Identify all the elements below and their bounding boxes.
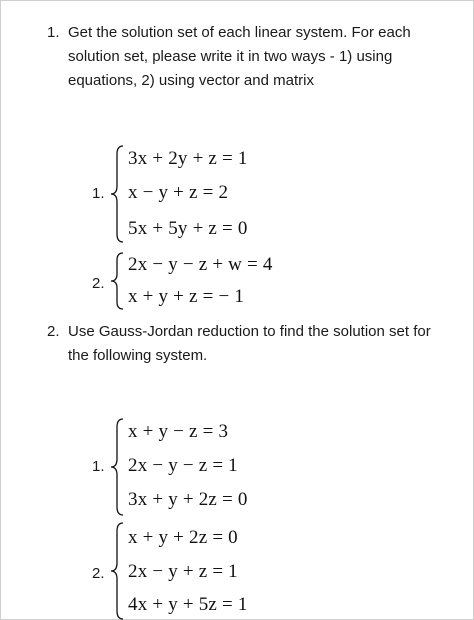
question-1 [47, 21, 447, 93]
question-2 [47, 320, 457, 368]
left-brace [110, 418, 124, 516]
question-line: equations, 2) using vector and matrix [68, 72, 314, 89]
equation: 4x + y + 5z = 1 [128, 594, 248, 615]
system-label: 1. [92, 185, 105, 202]
equation: x − y + z = 2 [128, 182, 229, 203]
left-brace [110, 522, 124, 620]
system-label: 1. [92, 458, 105, 475]
question-line: solution set, please write it in two ways - 1) using [68, 48, 393, 65]
question-number: 1. [47, 24, 60, 41]
question-line: Use Gauss-Jordan reduction to find the solution set for [68, 323, 431, 340]
system-label: 2. [92, 565, 105, 582]
equation: x + y + z = − 1 [128, 286, 245, 307]
question-line: the following system. [68, 347, 208, 364]
equation: 2x − y + z = 1 [128, 561, 238, 582]
left-brace [110, 252, 124, 310]
equation: x + y − z = 3 [128, 421, 229, 442]
equation: 3x + 2y + z = 1 [128, 148, 248, 169]
equation: x + y + 2z = 0 [128, 527, 238, 548]
left-brace [110, 145, 124, 243]
equation: 3x + y + 2z = 0 [128, 489, 248, 510]
equation: 2x − y − z = 1 [128, 455, 238, 476]
question-line: Get the solution set of each linear system. For each [68, 24, 411, 41]
question-text [68, 21, 440, 93]
equation: 2x − y − z + w = 4 [128, 254, 273, 275]
question-number: 2. [47, 323, 60, 340]
question-text [68, 320, 458, 368]
system-label: 2. [92, 275, 105, 292]
equation: 5x + 5y + z = 0 [128, 218, 248, 239]
